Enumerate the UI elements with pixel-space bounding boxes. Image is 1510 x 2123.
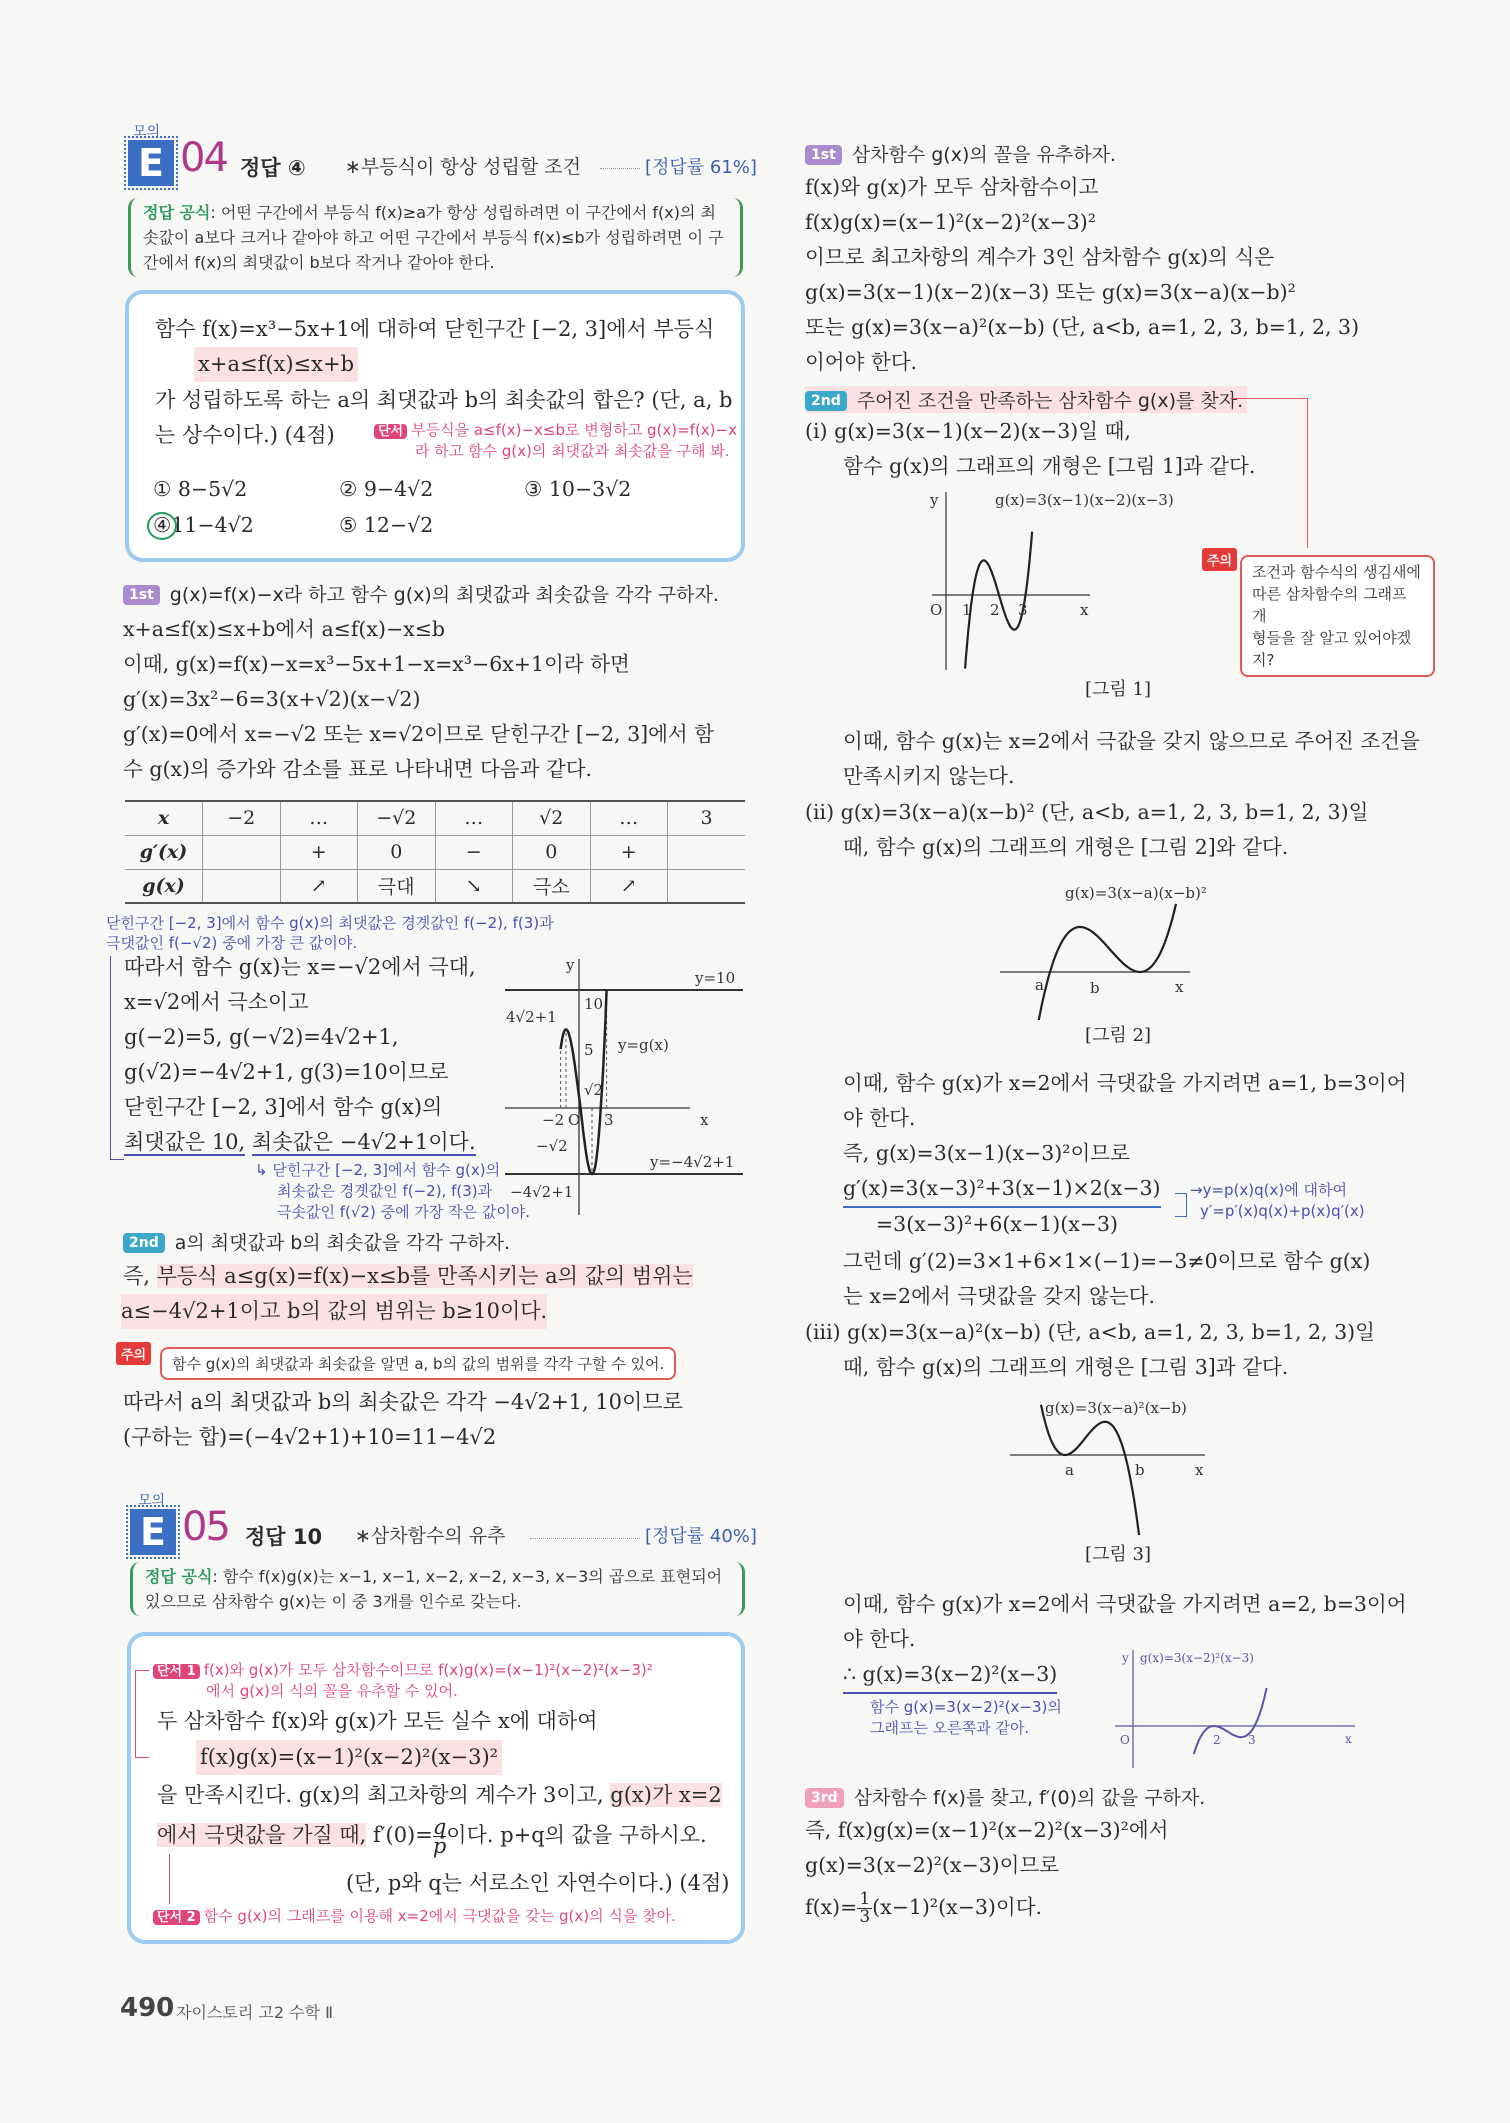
product-rule-note: →y=p(x)q(x)에 대하여 [1190,1181,1347,1199]
solution-line: 즉, f(x)g(x)=(x−1)²(x−2)²(x−3)²에서 [805,1818,1169,1842]
table-row [125,869,745,903]
tick-label: 3 [604,1111,614,1129]
solution-lines [123,612,714,787]
curve-label: g(x)=3(x−a)(x−b)² [1065,884,1207,902]
step-1-heading [123,580,719,607]
warning-tag: 주의 [116,1342,151,1365]
mock-label: 모의 [133,124,161,140]
text: 이다. p+q의 값을 구하시오. [446,1823,707,1847]
figure-3-graph [990,1395,1250,1535]
derivative-line: g′(x)=3(x−3)²+3(x−1)×2(x−3) [843,1171,1161,1208]
note-max: 극댓값인 f(−√2) 중에 가장 큰 값이야. [106,934,358,952]
table-cell: √2 [513,801,591,835]
curve-label: g(x)=3(x−2)²(x−3) [1140,1651,1254,1665]
tick-label: √2 [584,1081,604,1099]
formula-label: 정답 공식 [143,203,211,222]
answer-formula [130,1562,745,1616]
table-cell: 0 [358,835,436,869]
problem-box [127,1632,745,1944]
table-cell: + [590,835,668,869]
choice-4-selected[interactable]: ④11−4√2 [153,513,254,537]
derivative-line: =3(x−3)²+6(x−1)(x−3) [876,1212,1118,1236]
topic-label: ∗삼차함수의 유추 [355,1525,506,1547]
problem-line: 는 상수이다.) (4점) [155,423,335,447]
table-cell: ↗ [280,869,358,903]
problem-inequality: x+a≤f(x)≤x+b [194,347,358,382]
numerator: 1 [859,1889,871,1909]
warning-tag: 주의 [1202,548,1237,571]
step-2-heading [805,386,1247,413]
step-1-heading [805,140,1116,167]
warning-text: 조건과 함수식의 생김새에 [1252,563,1421,581]
step-3-heading [805,1783,1205,1810]
solution-line [805,1890,1042,1926]
step-badge: 2nd [805,391,847,411]
note-min: 극솟값인 f(√2) 중에 가장 작은 값이야. [277,1203,531,1221]
book-title: 자이스토리 고2 수학 Ⅱ [176,2003,333,2022]
x-label: x [1195,1461,1204,1479]
solution-line: 만족시키지 않는다. [843,764,1015,788]
case-line: 때, 함수 g(x)의 그래프의 개형은 [그림 2]와 같다. [843,835,1289,859]
choice-5[interactable]: ⑤ 12−√2 [339,513,434,537]
solution-line: 그런데 g′(2)=3×1+6×1×(−1)=−3≠0이므로 함수 g(x) [843,1249,1371,1273]
correct-rate: [정답률 61%] [645,157,757,178]
table-row [125,801,745,835]
step-title: g(x)=f(x)−x라 하고 함수 g(x)의 최댓값과 최솟값을 각각 구하자. [169,584,719,606]
case-line: 함수 g(x)의 그래프의 개형은 [그림 1]과 같다. [843,454,1256,478]
solution-line: g(−2)=5, g(−√2)=4√2+1, [124,1025,399,1049]
warning-text: 따른 삼차함수의 그래프 개 [1252,585,1407,625]
solution-line: x+a≤f(x)≤x+b에서 a≤f(x)−x≤b [123,617,446,641]
step-title: a의 최댓값과 b의 최솟값을 각각 구하자. [174,1232,510,1254]
solution-line: 또는 g(x)=3(x−a)²(x−b) (단, a<b, a=1, 2, 3, b=1, 2, 3) [805,315,1360,339]
tick-label: 4√2+1 [506,1008,557,1026]
hint-badge: 단서 [374,424,407,439]
y-label: y [1122,1651,1129,1665]
solution-line: g(√2)=−4√2+1, g(3)=10이므로 [124,1060,449,1084]
step-title: 삼차함수 g(x)의 꼴을 유추하자. [851,144,1116,166]
figure-2-graph [990,880,1230,1020]
curve-g [1041,1405,1142,1535]
solution-line: g(x)=3(x−1)(x−2)(x−3) 또는 g(x)=3(x−a)(x−b)² [805,280,1296,304]
table-cell: … [280,801,358,835]
origin-label: O [568,1111,581,1129]
case-line: (ii) g(x)=3(x−a)(x−b)² (단, a<b, a=1, 2, 3, b=1, 2, 3)일 [805,800,1369,824]
note-min: ↳ 닫힌구간 [−2, 3]에서 함수 g(x)의 [255,1161,501,1179]
a-label: a [1035,976,1044,994]
note-min: 최솟값은 경곗값인 f(−2), f(3)과 [277,1182,493,1200]
divider-dots [600,168,640,169]
solution-line: 즉, g(x)=3(x−1)(x−3)²이므로 [843,1141,1130,1165]
fraction [857,1891,872,1926]
solution-line: 는 x=2에서 극댓값을 갖지 않는다. [843,1284,1155,1308]
text: 을 만족시킨다. g(x)의 최고차항의 계수가 3이고, [157,1783,611,1807]
solution-line: 따라서 함수 g(x)는 x=−√2에서 극대, [124,955,476,979]
solution-line: 이때, 함수 g(x)가 x=2에서 극댓값을 가지려면 a=1, b=3이어 [843,1071,1407,1095]
highlight-text: g(x)가 x=2 [610,1783,722,1807]
choice-2[interactable]: ② 9−4√2 [339,477,434,501]
table-cell [668,835,746,869]
note-text: y=p(x)q(x)에 대하여 [1202,1181,1347,1199]
tick-label: 2 [990,601,1000,619]
note-bracket [1175,1193,1187,1217]
problem-line: 두 삼차함수 f(x)와 g(x)가 모든 실수 x에 대하여 [157,1709,598,1733]
curve-g [1034,904,1176,1020]
solution-line: 닫힌구간 [−2, 3]에서 함수 g(x)의 [124,1095,443,1119]
note-arrow-line [110,956,124,1160]
figure-3-caption: [그림 3] [1085,1544,1151,1565]
hint-text: 함수 g(x)의 그래프를 이용해 x=2에서 극댓값을 갖는 g(x)의 식을 찾아. [203,1907,676,1925]
problem-line [157,1815,707,1858]
step-2-heading [123,1228,510,1255]
hint [153,1660,653,1681]
hint-connector [169,1854,170,1904]
hint-text: 에서 g(x)의 식의 꼴을 유추할 수 있어. [206,1682,458,1700]
divider-dots [530,1538,640,1539]
hint-badge: 단서 1 [153,1664,200,1679]
hint [374,420,737,441]
table-cell [203,835,281,869]
b-label: b [1135,1461,1145,1479]
solution-line: 야 한다. [843,1106,916,1130]
curve-g [1194,1688,1267,1754]
highlight-text: a≤−4√2+1이고 b의 값의 범위는 b≥10이다. [121,1294,547,1329]
curve-label: y=g(x) [618,1036,669,1054]
solution-line: 이때, g(x)=f(x)−x=x³−5x+1−x=x³−6x+1이라 하면 [123,652,630,676]
tick-label: 10 [584,995,604,1013]
g-graph [500,955,745,1225]
step-badge: 1st [805,145,842,165]
problem-line [157,1778,722,1813]
table-cell: + [280,835,358,869]
step-badge: 2nd [123,1233,165,1253]
correct-rate: [정답률 40%] [645,1526,757,1547]
tick-label: 3 [1248,1733,1256,1747]
formula-text: : 어떤 구간에서 부등식 f(x)≥a가 항상 성립하려면 이 구간에서 f(x)의 최솟값이 a보다 크거나 같아야 하고 어떤 구간에서 부등식 f(x)≤b가 성립하려면 이 구간에서 f(x)의 최댓값이 b보다 작거나 같아야 한다. [143,203,724,272]
tick-label: −4√2+1 [510,1183,574,1201]
problem-box [125,290,745,562]
warning-note: 함수 g(x)의 최댓값과 최솟값을 알면 a, b의 값의 범위를 각각 구할 수 있어. [160,1347,676,1380]
e-badge: E [130,1509,176,1555]
step-title: 주어진 조건을 만족하는 삼차함수 g(x)를 찾자. [856,390,1244,412]
problem-condition: (단, p와 q는 서로소인 자연수이다.) (4점) [346,1871,730,1895]
figure-2-caption: [그림 2] [1085,1025,1151,1046]
formula-label: 정답 공식 [145,1567,213,1586]
fraction [432,1815,447,1858]
step-title: 삼차함수 f(x)를 찾고, f′(0)의 값을 구하자. [853,1787,1206,1809]
topic-label: ∗부등식이 항상 성립할 조건 [345,156,581,178]
table-cell: 극대 [358,869,436,903]
x-label: x [700,1111,709,1129]
table-cell: 0 [513,835,591,869]
table-cell: −√2 [358,801,436,835]
hint-text: 부등식을 a≤f(x)−x≤b로 변형하고 g(x)=f(x)−x [411,421,737,439]
line-bottom-label: y=−4√2+1 [650,1153,735,1171]
x-label: x [1175,978,1184,996]
warning-note [1240,555,1435,677]
problem-equation: f(x)g(x)=(x−1)²(x−2)²(x−3)² [196,1740,502,1775]
formula-text: : 함수 f(x)g(x)는 x−1, x−1, x−2, x−2, x−3, x−3의 곱으로 표현되어 있으므로 삼차함수 g(x)는 이 중 3개를 인수로 갖는다. [145,1567,723,1611]
step-badge: 1st [123,585,160,605]
case-line: 때, 함수 g(x)의 그래프의 개형은 [그림 3]과 같다. [843,1355,1289,1379]
tick-label: −√2 [536,1137,568,1155]
curve-label: g(x)=3(x−a)²(x−b) [1045,1399,1187,1417]
solution-line: (구하는 합)=(−4√2+1)+10=11−4√2 [123,1425,497,1449]
solution-line: 이때, 함수 g(x)가 x=2에서 극댓값을 가지려면 a=2, b=3이어 [843,1592,1407,1616]
graph-note: 그래프는 오른쪽과 같아. [870,1719,1030,1737]
product-rule-note: y′=p′(x)q(x)+p(x)q′(x) [1200,1202,1365,1220]
max-value-text: 최댓값은 10, [124,1130,246,1154]
note-text: 닫힌구간 [−2, 3]에서 함수 g(x)의 [272,1161,501,1179]
answer-formula [128,198,743,277]
figure-1-graph [930,490,1200,680]
origin-label: O [930,601,943,619]
solution-line: f(x)g(x)=(x−1)²(x−2)²(x−3)² [805,210,1096,234]
mock-label: 모의 [138,1493,166,1509]
table-cell: … [435,801,513,835]
solution-line: g(x)=3(x−2)²(x−3)이므로 [805,1853,1060,1877]
text: 즉, [123,1264,157,1288]
figure-1-caption: [그림 1] [1085,679,1151,700]
tick-label: −2 [542,1111,565,1129]
table-cell: g(x) [125,869,203,903]
solution-line: 이때, 함수 g(x)는 x=2에서 극값을 갖지 않으므로 주어진 조건을 [843,729,1420,753]
choice-1[interactable]: ① 8−5√2 [153,477,248,501]
note-max: 닫힌구간 [−2, 3]에서 함수 g(x)의 최댓값은 경곗값인 f(−2), f(3)과 [106,914,554,932]
answer-label: 정답 10 [245,1525,323,1549]
table-cell: 극소 [513,869,591,903]
table-cell: −2 [203,801,281,835]
table-cell: g′(x) [125,835,203,869]
solution-line: 수 g(x)의 증가와 감소를 표로 나타내면 다음과 같다. [123,757,593,781]
table-cell: … [590,801,668,835]
a-label: a [1065,1461,1074,1479]
solution-lines [805,170,1359,380]
tick-label: 1 [962,601,972,619]
answer-circle-mark [147,512,177,540]
hint-badge: 단서 2 [153,1910,200,1925]
table-cell: ↗ [590,869,668,903]
text: f(x)= [805,1895,858,1919]
b-label: b [1090,979,1100,997]
problem-number: 05 [182,1504,229,1550]
curve-label: g(x)=3(x−1)(x−2)(x−3) [995,491,1174,509]
table-cell: ↘ [435,869,513,903]
result-line: ∴ g(x)=3(x−2)²(x−3) [843,1657,1057,1694]
text: f′(0)= [366,1823,433,1847]
hint-connector [135,1670,149,1758]
hint [153,1906,676,1927]
table-cell: x [125,801,203,835]
table-cell: 3 [668,801,746,835]
min-value-text: 최솟값은 −4√2+1이다. [251,1130,476,1154]
solution-line: g′(x)=0에서 x=−√2 또는 x=√2이므로 닫힌구간 [−2, 3]에서 함 [123,722,715,746]
tick-label: 2 [1213,1733,1221,1747]
denominator: p [432,1834,447,1858]
y-label: y [930,491,939,509]
x-label: x [1345,1732,1352,1746]
graph-note: 함수 g(x)=3(x−2)²(x−3)의 [870,1698,1062,1716]
x-label: x [1080,601,1089,619]
solution-line: x=√2에서 극소이고 [124,990,309,1014]
problem-line: 함수 f(x)=x³−5x+1에 대하여 닫힌구간 [−2, 3]에서 부등식 [155,317,715,341]
hint-text: f(x)와 g(x)가 모두 삼차함수이므로 f(x)g(x)=(x−1)²(x−2)²(x−3)² [203,1661,653,1679]
table-cell: − [435,835,513,869]
problem-number: 04 [180,135,227,181]
solution-line [123,1259,693,1294]
warning-text: 형들을 잘 알고 있어야겠지? [1252,629,1412,669]
choice-3[interactable]: ③ 10−3√2 [524,477,632,501]
table-row [125,835,745,869]
page-number: 490 [120,1993,175,2023]
table-cell [668,869,746,903]
line-top-label: y=10 [695,969,736,987]
solution-line: 이므로 최고차항의 계수가 3인 삼차함수 g(x)의 식은 [805,245,1275,269]
g-final-graph [1100,1648,1400,1773]
numerator: q [432,1815,447,1839]
origin-label: O [1120,1733,1130,1747]
y-label: y [566,956,575,974]
solution-line: g′(x)=3x²−6=3(x+√2)(x−√2) [123,687,421,711]
denominator: 3 [859,1907,871,1927]
highlight-text: 부등식 a≤g(x)=f(x)−x≤b를 만족시키는 a의 값의 범위는 [156,1264,693,1288]
solution-line: 야 한다. [843,1627,916,1651]
solution-line: f(x)와 g(x)가 모두 삼차함수이고 [805,175,1099,199]
answer-label: 정답 ④ [240,156,306,180]
text: (x−1)²(x−3)이다. [872,1895,1043,1919]
table-cell [203,869,281,903]
case-line: (iii) g(x)=3(x−a)²(x−b) (단, a<b, a=1, 2, 3, b=1, 2, 3)일 [805,1320,1375,1344]
e-badge: E [128,140,174,186]
solution-line: 이어야 한다. [805,350,918,374]
hint-text: 라 하고 함수 g(x)의 최댓값과 최솟값을 구해 봐. [415,442,730,460]
tick-label: 5 [584,1041,594,1059]
increase-decrease-table [125,800,745,904]
problem-line: 가 성립하도록 하는 a의 최댓값과 b의 최솟값의 합은? (단, a, b [155,388,733,412]
step-badge: 3rd [805,1788,844,1808]
highlight-text: 에서 극댓값을 가질 때, [157,1823,367,1847]
case-line: (i) g(x)=3(x−1)(x−2)(x−3)일 때, [805,419,1131,443]
solution-lines [124,950,476,1160]
solution-line: 따라서 a의 최댓값과 b의 최솟값은 각각 −4√2+1, 10이므로 [123,1390,683,1414]
tick-label: 3 [1018,601,1028,619]
